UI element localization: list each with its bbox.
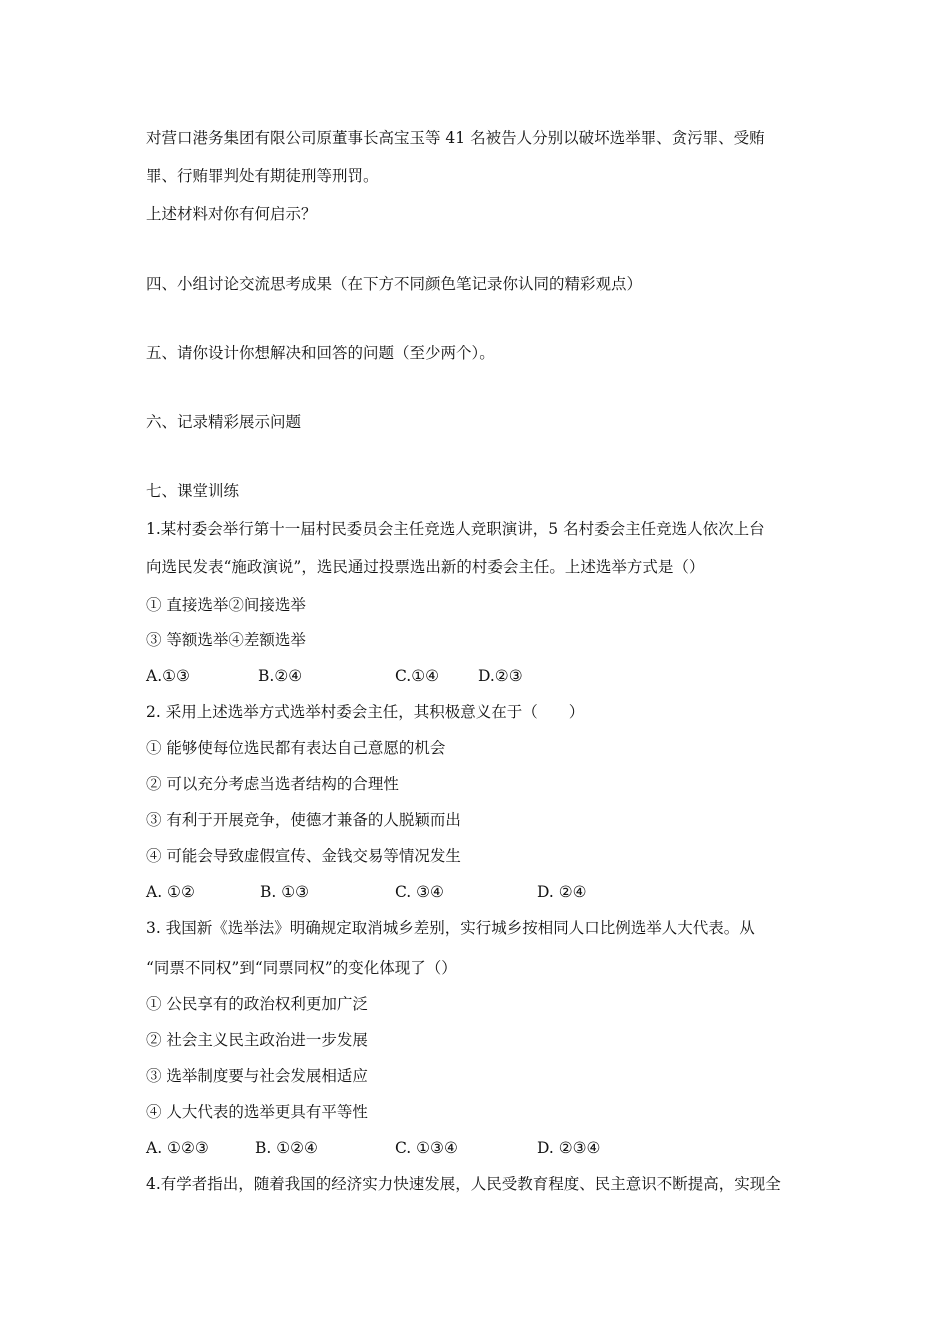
question-2-item-1: ① 能够使每位选民都有表达自己意愿的机会 <box>146 739 446 757</box>
question-2-option-a: A. ①② <box>146 883 195 901</box>
question-3-option-b: B. ①②④ <box>255 1139 318 1157</box>
question-1-item-1: ① 直接选举②间接选举 <box>146 596 306 614</box>
question-1-item-2: ③ 等额选举④差额选举 <box>146 631 306 649</box>
question-3-option-a: A. ①②③ <box>146 1139 209 1157</box>
question-2-option-d: D. ②④ <box>537 883 587 901</box>
question-3-item-2: ② 社会主义民主政治进一步发展 <box>146 1031 368 1049</box>
question-4-stem: 4.有学者指出，随着我国的经济实力快速发展，人民受教育程度、民主意识不断提高，实现全 <box>146 1175 781 1193</box>
material-line-1: 对营口港务集团有限公司原董事长高宝玉等 41 名被告人分别以破坏选举罪、贪污罪、受贿 <box>146 129 765 147</box>
question-2-option-c: C. ③④ <box>395 883 444 901</box>
question-3-stem-line-2: “同票不同权”到“同票同权”的变化体现了（） <box>146 959 457 977</box>
question-2-stem: 2. 采用上述选举方式选举村委会主任，其积极意义在于（ ） <box>146 703 585 721</box>
question-1-stem-line-1: 1.某村委会举行第十一届村民委员会主任竞选人竞职演讲，5 名村委会主任竞选人依次上台 <box>146 520 765 538</box>
section-six-heading: 六、记录精彩展示问题 <box>146 413 302 431</box>
question-1-option-c: C.①④ <box>395 667 440 685</box>
section-four-heading: 四、小组讨论交流思考成果（在下方不同颜色笔记录你认同的精彩观点） <box>146 275 643 293</box>
question-3-item-3: ③ 选举制度要与社会发展相适应 <box>146 1067 368 1085</box>
question-1-option-a: A.①③ <box>146 667 190 685</box>
question-2-item-3: ③ 有利于开展竞争，使德才兼备的人脱颖而出 <box>146 811 461 829</box>
question-1-option-b: B.②④ <box>258 667 303 685</box>
question-3-option-c: C. ①③④ <box>395 1139 458 1157</box>
question-1-option-d: D.②③ <box>478 667 523 685</box>
question-3-option-d: D. ②③④ <box>537 1139 601 1157</box>
question-3-item-4: ④ 人大代表的选举更具有平等性 <box>146 1103 368 1121</box>
question-3-stem-line-1: 3. 我国新《选举法》明确规定取消城乡差别，实行城乡按相同人口比例选举人大代表。从 <box>146 919 755 937</box>
material-line-2: 罪、行贿罪判处有期徒刑等刑罚。 <box>146 167 379 185</box>
question-2-option-b: B. ①③ <box>260 883 310 901</box>
question-2-item-4: ④ 可能会导致虚假宣传、金钱交易等情况发生 <box>146 847 461 865</box>
question-1-stem-line-2: 向选民发表“施政演说”，选民通过投票选出新的村委会主任。上述选举方式是（） <box>146 558 705 576</box>
question-3-item-1: ① 公民享有的政治权利更加广泛 <box>146 995 368 1013</box>
question-2-item-2: ② 可以充分考虑当选者结构的合理性 <box>146 775 399 793</box>
section-seven-heading: 七、课堂训练 <box>146 482 240 500</box>
material-question: 上述材料对你有何启示？ <box>146 205 317 223</box>
section-five-heading: 五、请你设计你想解决和回答的问题（至少两个）。 <box>146 344 495 362</box>
